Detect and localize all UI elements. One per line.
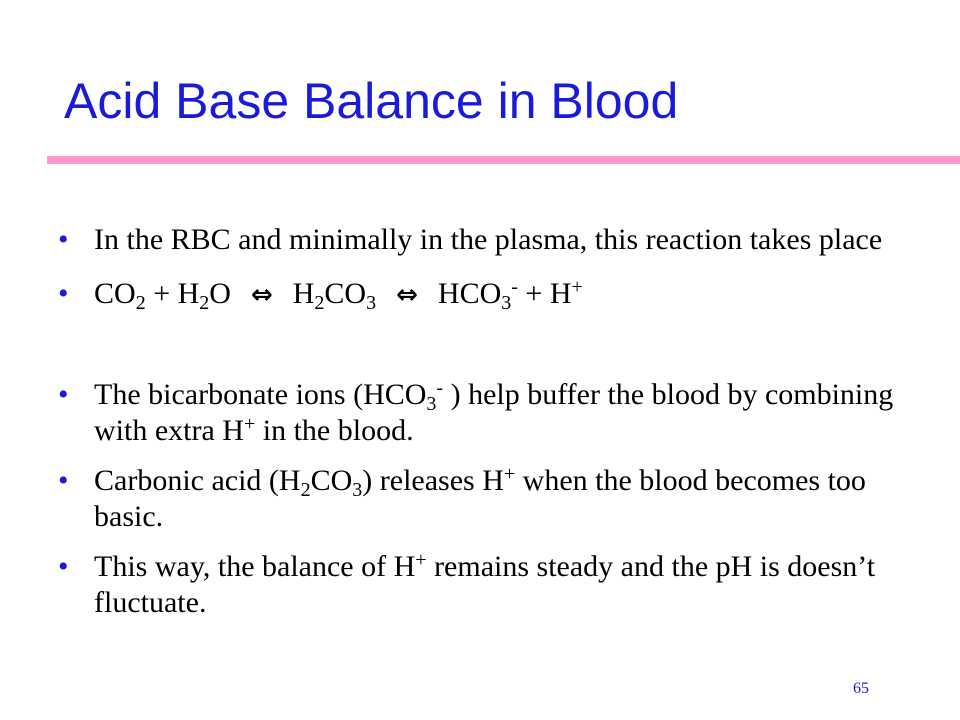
bullet-text: This way, the balance of H+ remains steady and the pH is doesn’t fluctuate. bbox=[94, 549, 876, 619]
bullet-dot: • bbox=[58, 223, 69, 256]
title-underline bbox=[47, 156, 960, 164]
bullet-text: The bicarbonate ions ($HCO_3^-$ ) help buffer the blood by combining with extra H+ in the blood. bbox=[94, 377, 894, 447]
bullet-dot: • bbox=[58, 378, 69, 411]
bullet-text: In the RBC and minimally in the plasma, this reaction takes place bbox=[94, 223, 883, 256]
double-arrow-icon: ⇔ bbox=[250, 280, 273, 310]
bullet-equation bbox=[56, 276, 916, 313]
double-arrow-icon: ⇔ bbox=[396, 280, 418, 310]
bullet-list bbox=[56, 222, 916, 621]
bullet-bicarbonate bbox=[56, 377, 916, 449]
bullet-dot: • bbox=[58, 464, 69, 497]
bullet-carbonic-acid bbox=[56, 463, 916, 535]
bullet-dot: • bbox=[58, 277, 69, 310]
bullet-text: Carbonic acid $(H_2CO_3)$ releases H+ when the blood becomes too basic. bbox=[94, 463, 866, 533]
bullet-balance bbox=[56, 549, 916, 621]
page-number: 65 bbox=[853, 680, 869, 697]
bullet-dot: • bbox=[58, 550, 69, 583]
slide-title: Acid Base Balance in Blood bbox=[64, 73, 679, 129]
bullet-reaction-location bbox=[56, 222, 916, 258]
equation-text: $CO_2 + H_2O$ ⇔ $H_2CO_3$ ⇔ $HCO_3^- + H^+$ bbox=[94, 276, 583, 314]
